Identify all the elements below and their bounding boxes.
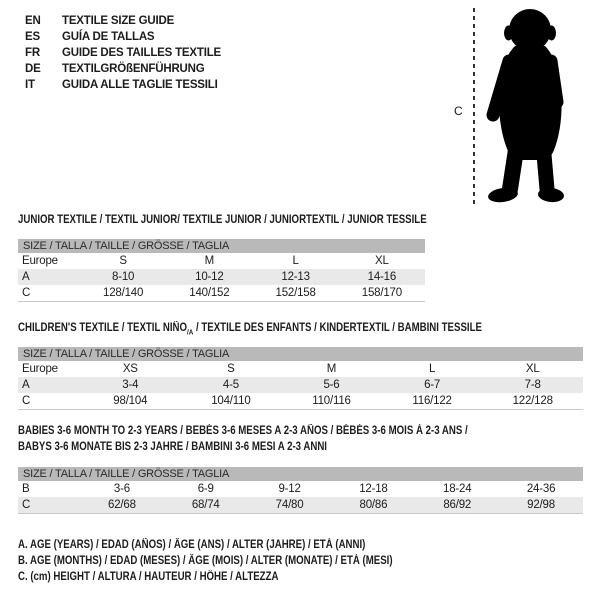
language-label: GUÍA DE TALLAS [62,31,155,43]
language-code: DE [25,63,41,75]
row-label: C [18,393,80,410]
table-row [18,285,425,302]
row-label: C [18,497,80,514]
language-code: IT [25,79,35,91]
table-cell: 8-10 [80,269,166,285]
language-row-it [25,77,221,93]
babies-table-title-text [18,423,468,455]
table-row [18,269,425,285]
children-title-post: / TEXTILE DES ENFANTS / KINDERTEXTIL / BAMBINI TESSILE [193,322,482,334]
table-cell: 3-6 [113,483,130,495]
table-cell: XL [525,363,540,375]
legend-line-a [18,537,464,553]
table-row [18,481,583,497]
table-cell: 4-5 [181,377,282,393]
language-row-fr [25,45,221,61]
size-header-bar [18,467,583,481]
row-label: Europe [22,255,58,267]
table-cell: L [428,363,436,375]
table-cell: 68/74 [164,497,248,514]
size-header-label: SIZE / TALLA / TAILLE / GRÖSSE / TAGLIA [23,240,230,252]
row-label: A [18,377,80,393]
children-table-title-text [18,320,482,340]
children-size-table [18,347,583,410]
table-cell: 152/158 [253,285,339,302]
table-cell: 6-7 [382,377,483,393]
legend-line-b [18,553,464,569]
junior-table-title-text: JUNIOR TEXTILE / TEXTIL JUNIOR/ TEXTILE JUNIOR / JUNIORTEXTIL / JUNIOR TESSILE [18,214,427,226]
legend-text: B. AGE (MONTHS) / EDAD (MESES) / ÂGE (MOIS) / ALTER (MONATE) / ETÀ (MESI) [18,555,393,567]
table-cell: 110/116 [281,393,382,410]
table-cell: 6-9 [197,483,214,495]
table-cell: 62/68 [80,497,164,514]
legend-text: C. (cm) HEIGHT / ALTURA / HAUTEUR / HÖHE / ALTEZZA [18,571,279,583]
language-code: EN [25,15,41,27]
table-cell: 24-36 [526,483,556,495]
children-table-title [18,320,570,340]
row-label: C [18,285,80,302]
table-cell: 128/140 [80,285,166,302]
babies-title-line1: BABIES 3-6 MONTH TO 2-3 YEARS / BEBÉS 3-6 MESES A 2-3 AÑOS / BÉBÉS 3-6 MOIS À 2-3 ANS / [18,425,468,437]
table-cell: S [227,363,235,375]
language-label: GUIDA ALLE TAGLIE TESSILI [62,79,218,91]
babies-table-title [18,423,553,455]
table-row [18,393,583,410]
table-cell: M [204,255,215,267]
table-row [18,361,583,377]
size-header-bar [18,347,583,361]
junior-size-table [18,239,425,302]
table-cell: 5-6 [281,377,382,393]
language-row-de [25,61,221,77]
table-cell: 12-13 [253,269,339,285]
language-row-es [25,29,221,45]
table-cell: 104/110 [181,393,282,410]
babies-size-table [18,467,583,514]
height-measure-dashed-line [473,8,475,208]
table-cell: 86/92 [415,497,499,514]
table-cell: 158/170 [339,285,425,302]
table-cell: 74/80 [248,497,332,514]
size-header-label: SIZE / TALLA / TAILLE / GRÖSSE / TAGLIA [23,348,230,360]
height-measure-label: C [454,104,463,118]
legend [18,537,464,585]
size-header-bar [18,239,425,253]
size-header-label: SIZE / TALLA / TAILLE / GRÖSSE / TAGLIA [23,468,230,480]
language-label: GUIDE DES TAILLES TEXTILE [62,47,221,59]
row-label: Europe [22,363,58,375]
row-label: B [22,483,30,495]
table-cell: M [326,363,337,375]
table-cell: 12-18 [359,483,388,495]
language-row-en [25,13,221,29]
table-cell: 14-16 [339,269,425,285]
legend-line-c [18,569,464,585]
legend-text: A. AGE (YEARS) / EDAD (AÑOS) / ÂGE (ANS) / ALTER (JAHRE) / ETÀ (ANNI) [18,539,366,551]
table-cell: 18-24 [443,483,472,495]
table-cell: 98/104 [80,393,181,410]
baby-silhouette-icon [482,5,577,207]
table-cell: 116/122 [382,393,483,410]
table-row [18,377,583,393]
language-code: FR [25,47,40,59]
table-cell: 10-12 [166,269,252,285]
table-cell: 9-12 [278,483,301,495]
babies-title-line2: BABYS 3-6 MONATE BIS 2-3 JAHRE / BAMBINI 3-6 MESI A 2-3 ANNI [18,441,327,453]
table-cell: 7-8 [482,377,583,393]
table-cell: XL [375,255,389,267]
table-cell: 140/152 [166,285,252,302]
table-cell: S [119,255,127,267]
table-cell: XS [122,363,138,375]
language-label: TEXTILGRÖßENFÜHRUNG [62,63,205,75]
children-title-pre: CHILDREN'S TEXTILE / TEXTIL NIÑO [18,322,188,334]
table-cell: 92/98 [499,497,583,514]
children-title-sub: /A [187,327,194,337]
table-cell: L [292,255,299,267]
language-title-list [25,13,221,93]
table-cell: 80/86 [331,497,415,514]
table-cell: 122/128 [482,393,583,410]
table-row [18,497,583,514]
table-row [18,253,425,269]
junior-table-title [18,212,504,228]
language-code: ES [25,31,40,43]
language-label: TEXTILE SIZE GUIDE [62,15,175,27]
table-cell: 3-4 [80,377,181,393]
row-label: A [18,269,80,285]
